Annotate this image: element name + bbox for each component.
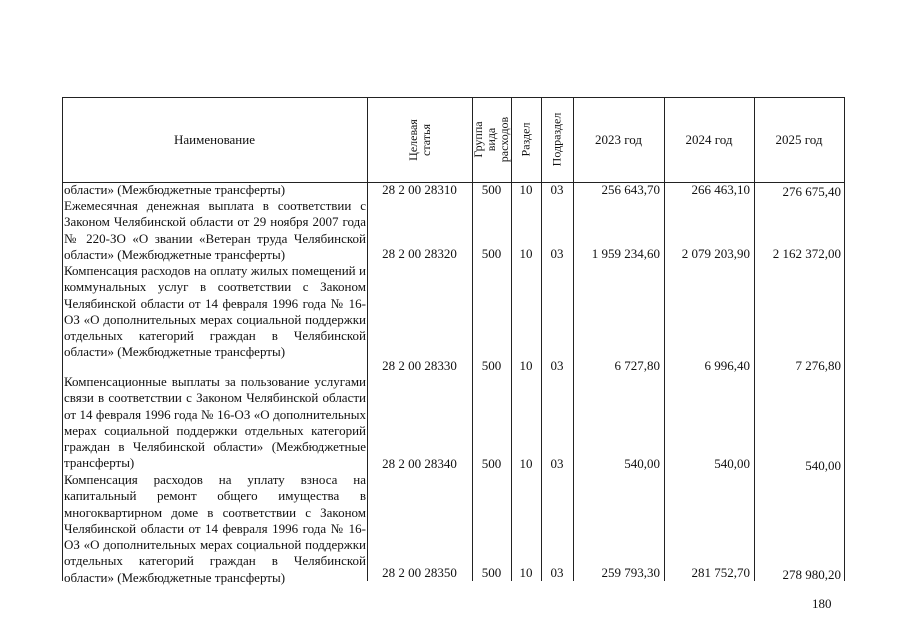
row-2-subsection: 03: [550, 246, 564, 261]
row-5-2025: 278 980,20: [782, 567, 841, 582]
row-3-section: 10: [519, 358, 533, 373]
header-name: Наименование: [174, 131, 255, 147]
row-3-2025: 7 276,80: [795, 358, 841, 373]
row-3-2023: 6 727,80: [614, 358, 660, 373]
row-1-2025: 276 675,40: [782, 184, 841, 199]
row-4-2025: 540,00: [805, 458, 841, 473]
row-5-name: Компенсация расходов на уплату взноса на капитальный ремонт общего имущества в многоквартирном доме в соответствии с Законом Челябинской области от 14 февраля 1996 года № 16-ОЗ «О дополнительных мерах социальной поддержки отдельных категорий граждан в Челябинской области» (Межбюджетные трансферты): [64, 472, 366, 585]
row-1-target: 28 2 00 28310: [382, 182, 457, 197]
row-4-section: 10: [519, 456, 533, 471]
row-2-2025: 2 162 372,00: [772, 246, 841, 261]
row-2-2024: 2 079 203,90: [681, 246, 750, 261]
row-1-subsection: 03: [550, 182, 564, 197]
row-5-target: 28 2 00 28350: [382, 565, 457, 580]
header-group-label: Группа вида расходов: [471, 116, 511, 163]
row-3-subsection: 03: [550, 358, 564, 373]
page-number: 180: [812, 596, 832, 611]
table-right-border: [844, 97, 845, 581]
row-4-subsection: 03: [550, 456, 564, 471]
header-subsection-label: Подраздел: [549, 112, 564, 167]
header-group: [472, 97, 511, 182]
row-4-target: 28 2 00 28340: [382, 456, 457, 471]
header-subsection: [541, 97, 573, 182]
row-2-section: 10: [519, 246, 533, 261]
row-5-2023: 259 793,30: [601, 565, 660, 580]
row-3-target: 28 2 00 28330: [382, 358, 457, 373]
row-1-2024: 266 463,10: [691, 182, 750, 197]
header-2024: 2024 год: [685, 131, 733, 147]
row-5-2024: 281 752,70: [691, 565, 750, 580]
row-4-group: 500: [481, 456, 502, 471]
row-2-group: 500: [481, 246, 502, 261]
row-1-group: 500: [481, 182, 502, 197]
row-5-group: 500: [481, 565, 502, 580]
row-5-section: 10: [519, 565, 533, 580]
row-1-section: 10: [519, 182, 533, 197]
row-5-subsection: 03: [550, 565, 564, 580]
header-2025: 2025 год: [775, 131, 823, 147]
row-2-target: 28 2 00 28320: [382, 246, 457, 261]
header-section: [511, 97, 541, 182]
row-4-2024: 540,00: [714, 456, 750, 471]
row-2-name: Ежемесячная денежная выплата в соответствии с Законом Челябинской области от 29 ноября 2007 года № 220-ЗО «О звании «Ветеран труда Челябинской области» (Межбюджетные трансферты): [64, 198, 366, 262]
row-1-2023: 256 643,70: [601, 182, 660, 197]
header-target-label: Целевая статья: [405, 118, 433, 161]
row-2-2023: 1 959 234,60: [591, 246, 660, 261]
row-3-group: 500: [481, 358, 502, 373]
row-4-name: Компенсационные выплаты за пользование услугами связи в соответствии с Законом Челябинской области от 14 февраля 1996 года № 16-ОЗ «О дополнительных мерах социальной поддержки отдельных категорий граждан в Челябинской области» (Межбюджетные трансферты): [64, 374, 366, 471]
row-1-name: области» (Межбюджетные трансферты): [64, 182, 286, 197]
header-section-label: Раздел: [518, 122, 533, 157]
row-3-2024: 6 996,40: [704, 358, 750, 373]
header-target: [367, 97, 472, 182]
row-4-2023: 540,00: [624, 456, 660, 471]
header-2023: 2023 год: [595, 131, 642, 147]
row-3-name: Компенсация расходов на оплату жилых помещений и коммунальных услуг в соответствии с Законом Челябинской области от 14 февраля 1996 года № 16-ОЗ «О дополнительных мерах социальной поддержки отдельных категорий граждан в Челябинской области» (Межбюджетные трансферты): [64, 263, 366, 360]
